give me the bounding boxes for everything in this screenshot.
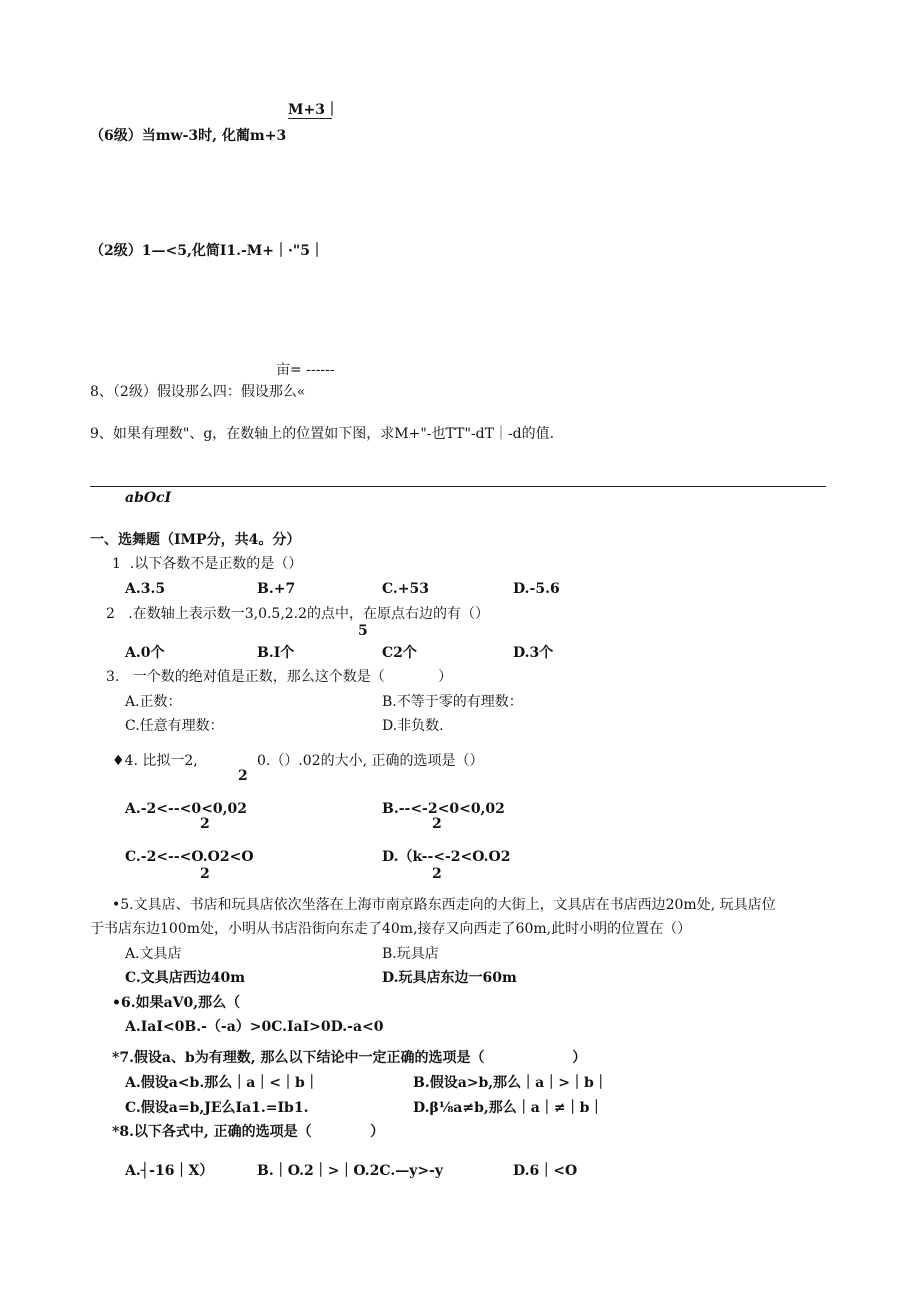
q1-option-d: D.-5.6 [513,581,560,597]
q3-stem: 3. 一个数的绝对值是正数，那么这个数是（ ） [106,669,453,685]
q5-option-c: C.文具店西边40m [125,970,246,986]
q5-option-b: B.玩具店 [382,946,439,962]
q5-option-a: A.文具店 [125,946,182,962]
q4-option-d: D.（k--<-2<O.O2 [382,849,511,865]
q7-option-b: B.假设a>b,那么｜a｜>｜b｜ [413,1075,608,1091]
q1-option-a: A.3.5 [125,581,166,597]
q4-option-a-denominator: 2 [200,816,210,832]
q2-stem: 2 .在数轴上表示数一3,0.5,2.2的点中，在原点右边的有（） [106,606,490,622]
answer-blank: 亩= ------ [276,362,335,378]
q2-option-c: C2个 [382,645,417,661]
q4-option-d-denominator: 2 [432,866,442,882]
q3-option-c: C.任意有理数： [125,718,224,734]
q5-stem-line2: 于书店东边100m处，小明从书店沿街向东走了40m,接存又向西走了60m,此时小明的位置在（） [90,921,692,937]
q5-option-d: D.玩具店东边一60m [382,970,517,986]
q4-denominator: 2 [238,768,248,784]
number-line [90,486,826,487]
expression-m-plus-3: M+3｜ [288,102,339,118]
q7-option-d: D.β⅛a≠b,那么｜a｜≠｜b｜ [413,1100,604,1116]
q4-option-c-denominator: 2 [200,866,210,882]
q7-stem: *7.假设a、b为有理数, 那么以下结论中一定正确的选项是（ ） [112,1050,587,1066]
q2-option-a: A.0个 [125,645,165,661]
q2-option-b: B.I个 [257,645,295,661]
q4-stem-right: 0.（）.02的大小, 正确的选项是（） [257,753,484,769]
q1-option-b: B.+7 [257,581,296,597]
q7-option-a: A.假设a<b.那么｜a｜<｜b｜ [125,1075,319,1091]
q8-stem: *8.以下各式中, 正确的选项是（ ） [112,1124,385,1140]
question-level6: （6级）当mw-3时, 化蔺m+3 [90,128,287,144]
q4-option-c: C.-2<--<O.O2<O [125,849,254,865]
q3-option-a: A.正数： [125,694,182,710]
q3-option-b: B.不等于零的有理数： [382,694,523,710]
q8-option-a: A.┤-16｜X） [125,1163,214,1179]
q3-option-d: D.非负数. [382,718,444,734]
q4-option-b-denominator: 2 [432,816,442,832]
number-line-labels: abOcI [125,490,172,506]
q2-option-d: D.3个 [513,645,554,661]
q1-option-c: C.+53 [382,581,429,597]
fraction-bar [288,118,332,119]
section-title: 一、选舞题（IMP分，共4。分） [90,532,301,548]
q1-stem: 1 .以下各数不是正数的是（） [112,556,303,572]
q4-option-b: B.--<-2<0<0,02 [382,801,505,817]
q8-option-b-c: B.｜O.2｜>｜O.2C.—y>-y [257,1163,443,1179]
question-8: 8、（2级）假设那么四：假设那么« [90,384,306,400]
q6-stem: •6.如果aV0,那么（ [112,995,241,1011]
question-level2-simplify: （2级）1—<5,化简I1.-M+｜·"5｜ [90,243,324,259]
q6-options: A.IaI<0B.-（-a）>0C.IaI>0D.-a<0 [125,1019,384,1035]
q7-option-c: C.假设a=b,JE么Ia1.=Ib1. [125,1100,309,1116]
q2-denominator: 5 [358,623,368,639]
q4-option-a: A.-2<--<0<0,02 [125,801,247,817]
question-9: 9、如果有理数"、g，在数轴上的位置如下图，求M+"-也TT"-dT｜-d的值. [90,426,555,442]
q5-stem-line1: •5.文具店、书店和玩具店依次坐落在上海市南京路东西走向的大街上，文具店在书店西边20m处, 玩具店位 [112,897,776,913]
q8-option-d: D.6｜<O [513,1163,578,1179]
q4-stem-left: ♦4. 比拟一2, [112,753,198,769]
